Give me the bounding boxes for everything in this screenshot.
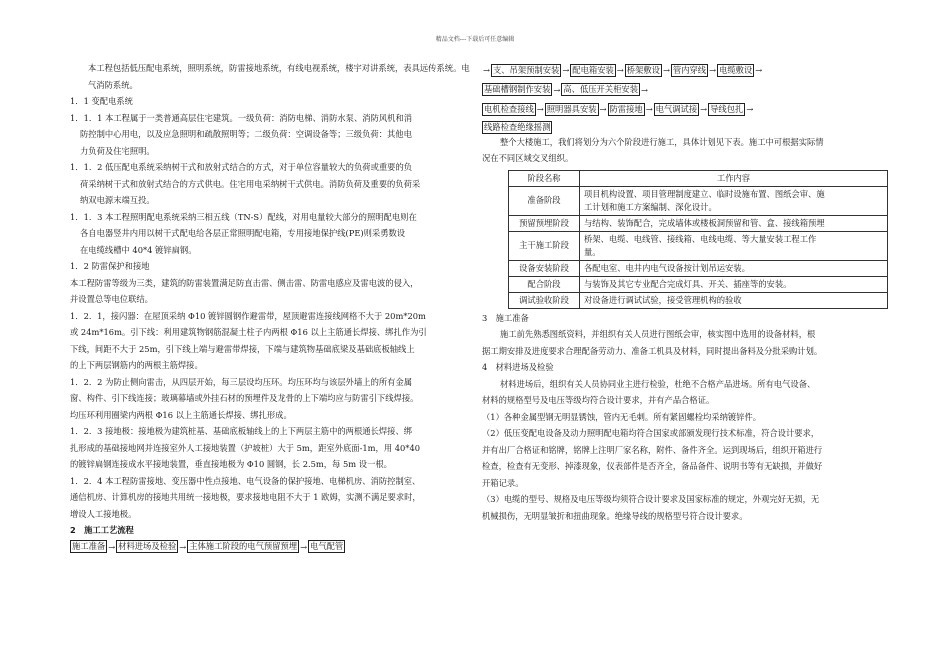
section-1-2-heading: 1．2 防雷保护和接地 [70, 261, 150, 271]
section-4-heading: 4 材料进场及检验 [482, 362, 554, 372]
phase-content-line: 对设备进行调试试验，接受管理机构的验收 [584, 294, 742, 305]
para-1-2-3-line: 扎形成的基础接地网并连接室外人工接地装置（护坡桩）大于 5m，距室外底面-1m，用 40*40 [70, 442, 421, 453]
process-flow-row-4 [482, 121, 892, 134]
process-flow-row-3 [482, 101, 892, 118]
flow-step: 线路检查绝缘摇测 [484, 121, 551, 132]
arrow-icon: → [300, 541, 308, 552]
para-1-1-1-line: 力负荷及住宅照明。 [80, 145, 155, 156]
right-column [482, 62, 892, 524]
phase-content-line: 桥架、电缆、电线管、接线箱、电线电缆、等大量安装工程工作 [584, 233, 817, 244]
para-1-1-3-line: 各自电器竖井内用以树干式配电给各层正常照明配电箱，专用接地保护线(PE)则采勇数设 [80, 228, 406, 238]
para-3: 施工前先熟悉图纸资料，并组织有关人员进行图纸会审，核实图中选用的设备材料，根 [500, 329, 816, 339]
table-row [509, 292, 888, 308]
para-1-1-2-line: 荷采纳树干式和放射式结合的方式供电。住宅用电采纳树干式供电。消防负荷及重要的负荷采 [80, 178, 421, 189]
arrow-icon: → [746, 104, 754, 114]
phase-content-line: 与装饰及其它专业配合完成灯具、开关、插座等的安装。 [584, 278, 792, 289]
arrow-icon: → [616, 65, 624, 75]
para-4: 材料进场后，组织有关人员协同业主进行检验，杜绝不合格产品进场。所有电气设备、 [500, 378, 816, 389]
phase-content [580, 231, 888, 260]
table-row [509, 186, 888, 215]
phase-content [580, 276, 888, 292]
para-1-1-3-line: 在电缆线槽中 40*4 镀锌扁钢。 [80, 244, 197, 255]
para-1-2-2-line: 均压环利用圈梁内两根 Φ16 以上主筋通长焊接、绑扎形成。 [70, 409, 292, 420]
arrow-icon: → [755, 65, 763, 75]
para-1-2-1-line: 下线，间距不大于 25m，引下线上端与避雷带焊接，下端与建筑物基础底梁及基础底板轴线上 [70, 343, 415, 354]
para-1-1-3: 1．1．3 本工程照明配电系统采纳三相五线（TN-S）配线，对用电量较大部分的照明配电则在 [70, 211, 417, 222]
para-1-2-3: 1．2．3 接地极：接地极为建筑桩基、基础底板轴线上的上下两层主筋中的两根通长焊接、绑 [70, 426, 413, 436]
phase-content-line: 项目机构设置、项目管理制度建立、临时设施布置、图纸会审、施 [584, 188, 825, 199]
para-1-1-1: 1．1．1 本工程属于一类普通高层住宅建筑。一级负荷：消防电梯、消防水泵、消防风机和消 [70, 112, 413, 123]
para-1-1-2-line: 纳双电源末端互投。 [80, 195, 155, 205]
para-4-item-3-line: 机械损伤，无明显皱折和扭曲现象。绝缘导线的规格型号符合设计要求。 [482, 510, 748, 521]
phase-content [580, 215, 888, 231]
para-4-item-3: （3）电缆的型号、规格及电压等级均须符合设计要求及国家标准的规定，外观完好无损，无 [482, 494, 820, 504]
left-column [70, 60, 470, 555]
flow-step: 电气配管 [310, 541, 344, 552]
phase-name: 准备阶段 [509, 186, 580, 215]
table-row [509, 260, 888, 276]
para-3-line: 据工期安排及进度要求合理配备劳动力、准备工机具及材料，同时提出备料及分批采购计划。 [482, 345, 823, 356]
flow-step: 桥架敷设 [626, 64, 660, 75]
phase-content [580, 260, 888, 276]
para-4-item-2-line: 检查，检查有无变形、掉漆现象，仪表部件是否齐全，备品备件、说明书等有无缺损，并做好 [482, 461, 823, 471]
para-1-2-2: 1．2．2 为防止侧向雷击，从四层开始，每三层设均压环。均压环均与该层外墙上的所有金属 [70, 376, 413, 387]
para-1-2-3-line: 的镀锌扁钢连接成水平接地装置，垂直接地极为 Φ10 圆钢，长 2.5m，每 5m 设一根。 [70, 459, 392, 469]
arrow-icon: → [662, 65, 670, 75]
flow-step: 导线包扎 [710, 103, 744, 114]
process-flow-row-0 [70, 539, 470, 556]
phase-content-line: 工计划和施工方案编制、深化设计。 [584, 201, 717, 212]
table-row [509, 276, 888, 292]
arrow-icon: → [562, 65, 570, 75]
phase-intro-line: 况在不同区域交叉组织。 [482, 153, 574, 163]
flow-step: 基础槽钢制作安装 [484, 84, 551, 95]
arrow-icon: → [536, 104, 544, 114]
arrow-icon: → [179, 541, 187, 552]
table-row [509, 231, 888, 260]
phase-content-line: 与结构、装饰配合，完成墙体或楼板洞预留和管、盒、接线箱预埋 [584, 217, 825, 228]
arrow-icon: → [645, 104, 653, 114]
table-header-cell: 工作内容 [580, 170, 888, 186]
flow-step: 配电箱安装 [572, 64, 614, 75]
flow-step: 电气调试接 [655, 103, 698, 114]
para-4-item-1: （1）各种金属型钢无明显锈蚀，管内无毛刺。所有紧固螺栓均采纳镀锌件。 [482, 411, 762, 422]
phase-intro: 整个大楼施工，我们将划分为六个阶段进行施工，具体计划见下表。施工中可根据实际情 [500, 136, 824, 147]
para-4-item-2-line: 并有出厂合格证和铭牌，铭牌上注明厂家名称，附件、备件齐全。运到现场后，组织开箱进行 [482, 444, 823, 455]
phase-name: 调试验收阶段 [509, 292, 580, 308]
phase-name: 设备安装阶段 [509, 260, 580, 276]
section-2-heading: 2 施工工艺流程 [70, 525, 134, 535]
arrow-icon: → [483, 65, 490, 75]
flow-step: 材料进场及检验 [118, 541, 177, 552]
para-1-1-1-line: 防控制中心用电，以及应急照明和疏散照明等；二级负荷：空调设备等；三级负荷：其他电 [80, 129, 412, 139]
phase-content-line: 量。 [584, 246, 601, 257]
para-1-2-2-line: 窗、构件、引下线连接；玻璃幕墙或外挂石材的预埋件及龙骨的上下端均应与防雷引下线焊接。 [70, 393, 419, 403]
table-header-cell: 阶段名称 [509, 170, 580, 186]
para-4-item-2: （2）低压变配电设备及动力照明配电箱均符合国家或部颁发现行技术标准，符合设计要求， [482, 428, 820, 438]
para-1-2: 本工程防雷等级为三类，建筑的防雷装置满足防直击雷、侧击雷、防雷电感应及雷电波的侵入， [70, 277, 419, 288]
arrow-icon: → [700, 104, 708, 114]
flow-step: 高、低压开关柜安装 [563, 84, 639, 95]
flow-step: 支、吊架预制安装 [492, 64, 560, 75]
arrow-icon: → [108, 541, 116, 552]
flow-step: 主体施工阶段的电气预留预埋 [189, 541, 298, 552]
process-flow-row-1 [482, 62, 892, 79]
flow-step: 电缆敷设 [719, 64, 753, 75]
para-1-1-2: 1．1．2 低压配电系统采纳树干式和放射式结合的方式，对于单位容量较大的负荷或重要的负 [70, 162, 413, 172]
phase-content [580, 186, 888, 215]
section-3-heading: 3 施工准备 [482, 312, 529, 323]
para-1-2-4-line: 增设人工接地极。 [70, 508, 137, 519]
phase-content [580, 292, 888, 308]
flow-step: 管内穿线 [672, 64, 707, 75]
table-row [509, 215, 888, 231]
phase-name: 预留预埋阶段 [509, 215, 580, 231]
para-1-2-4-line: 通信机房、计算机房的接地共用统一接地极，要求接地电阻不大于 1 欧姆，实测不满足要求时， [70, 492, 421, 502]
phase-content-line: 各配电室、电井内电气设备按计划吊运安装。 [584, 262, 750, 273]
intro-paragraph: 本工程包括低压配电系统，照明系统，防雷接地系统，有线电视系统，楼宇对讲系统，表具远传系统。电气消防系统。 [88, 63, 470, 90]
para-1-2-line: 并设置总等电位联结。 [70, 294, 153, 304]
page-header: 精品文档---下载后可任意编辑 [435, 36, 515, 43]
table-header-row [509, 170, 888, 186]
section-1-1-heading: 1．1 变配电系统 [70, 96, 133, 106]
flow-step: 施工准备 [72, 541, 106, 552]
para-1-2-1-line: 或 24m*16m。引下线：利用建筑物钢筋混凝土柱子内两根 Φ16 以上主筋通长焊接、绑扎作为引 [70, 327, 427, 337]
para-1-2-1-line: 的上下两层钢筋内的两根主筋焊接。 [70, 360, 203, 370]
para-1-2-1: 1．2．1，接闪器：在屋顶采纳 Φ10 镀锌圆钢作避雷带，屋顶避雷连接线网格不大于 20m*20m [70, 310, 426, 321]
arrow-icon: → [709, 65, 717, 75]
flow-step: 照明器具安装 [546, 103, 597, 114]
flow-step: 电机检查接线 [484, 103, 534, 114]
arrow-icon: → [599, 104, 607, 114]
arrow-icon: → [553, 84, 561, 95]
arrow-icon: → [641, 84, 648, 95]
para-1-2-4: 1．2．4 本工程防雷接地、变压器中性点接地、电气设备的保护接地、电梯机房、消防控制室、 [70, 475, 421, 486]
para-4-item-2-line: 开箱记录。 [482, 477, 524, 488]
phase-table [508, 170, 888, 309]
phase-name: 配合阶段 [509, 276, 580, 292]
flow-step: 防雷接地 [609, 103, 643, 114]
process-flow-row-2 [482, 82, 892, 99]
para-4-line: 材料的规格型号及电压等级均符合设计要求，并有产品合格证。 [482, 395, 715, 405]
phase-name: 主干施工阶段 [509, 231, 580, 260]
